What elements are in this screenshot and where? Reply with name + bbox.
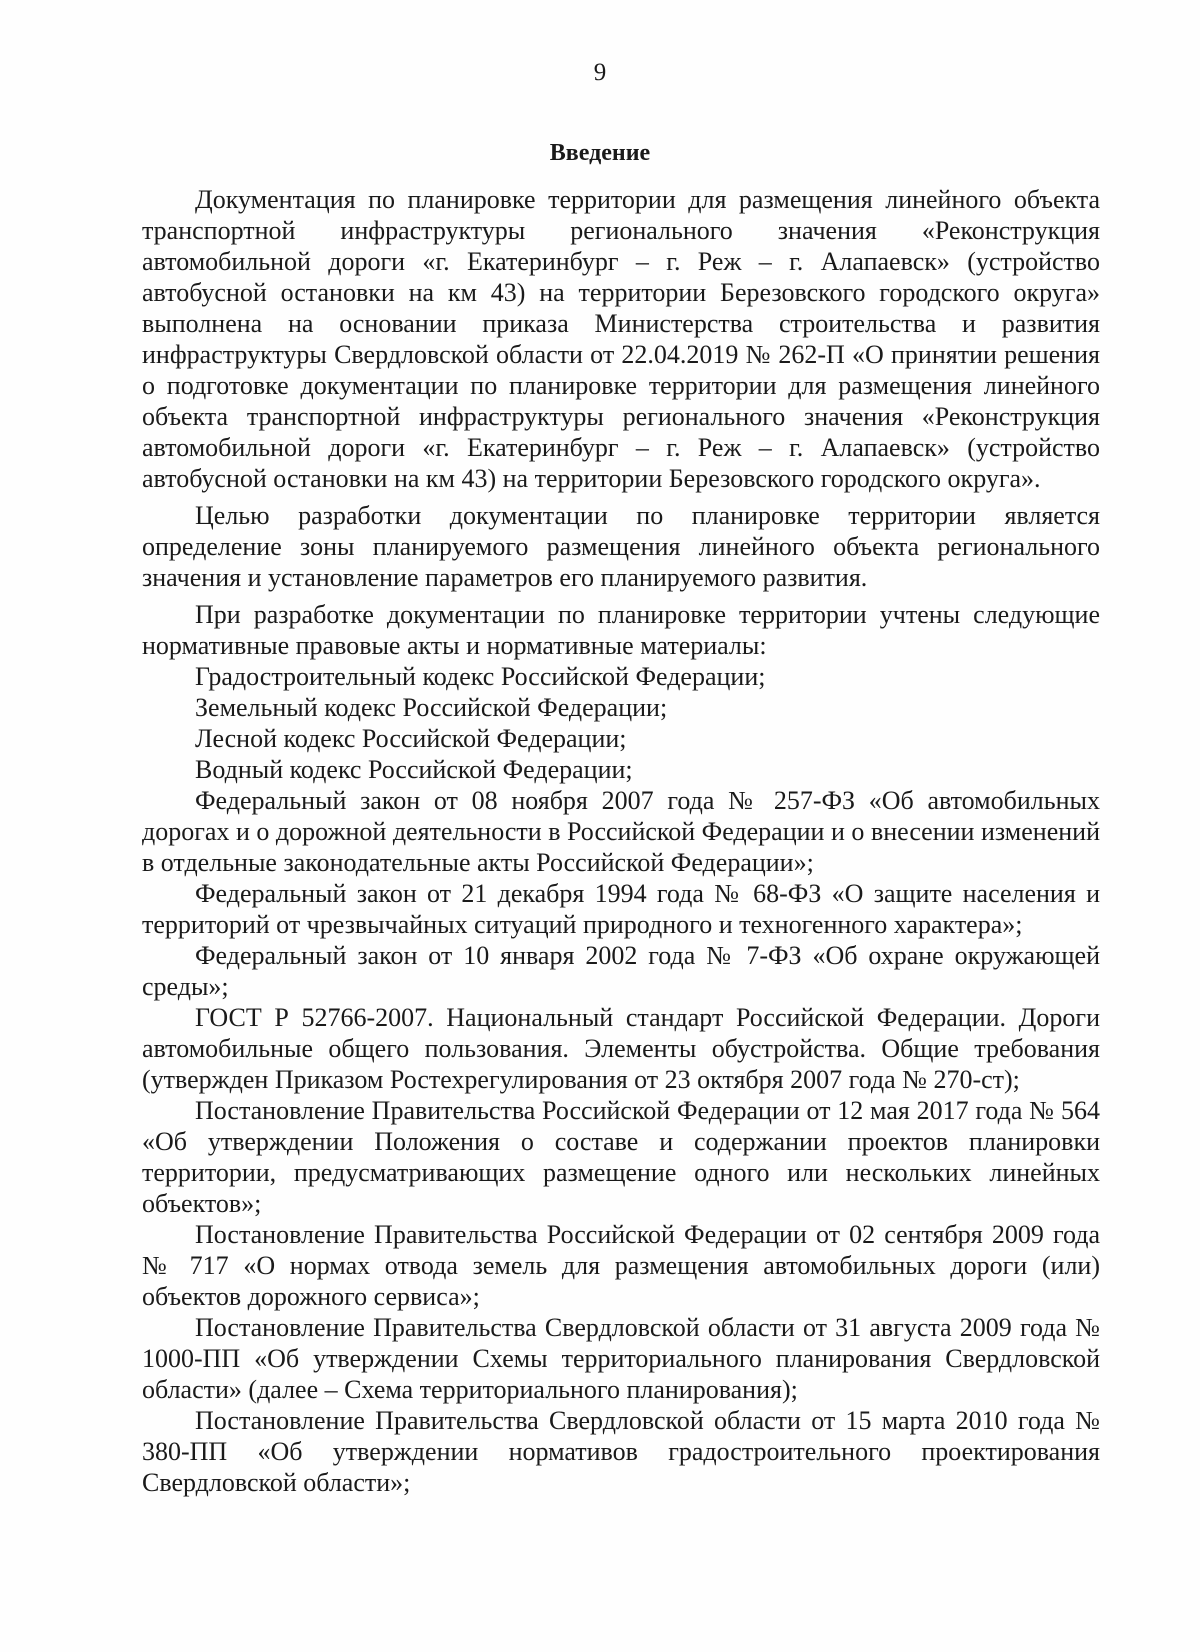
- list-item-forest-code: Лесной кодекс Российской Федерации;: [195, 724, 627, 753]
- list-item-land-code: Земельный кодекс Российской Федерации;: [195, 693, 668, 722]
- list-item-gost: ГОСТ Р 52766-2007. Национальный стандарт Российской Федерации. Дороги автомобильные общего пользования. Элементы обустройства. Общие требования (утвержден Приказом Ростехрегулирования от 23 октября 2007 года № 270-ст);: [142, 1003, 1100, 1094]
- list-item-decree-380: Постановление Правительства Свердловской области от 15 марта 2010 года № 380-ПП «Об утверждении нормативов градостроительного проектирования Свердловской области»;: [142, 1406, 1100, 1497]
- list-item-grad-code: Градостроительный кодекс Российской Федерации;: [195, 662, 766, 691]
- list-item-decree-1000: Постановление Правительства Свердловской области от 31 августа 2009 года № 1000-ПП «Об утверждении Схемы территориального планирования Свердловской области» (далее – Схема территориального планирования);: [142, 1313, 1100, 1404]
- paragraph-intro: Документация по планировке территории для размещения линейного объекта транспортной инфраструктуры регионального значения «Реконструкция автомобильной дороги «г. Екатеринбург – г. Реж – г. Алапаевск» (устройство автобусной остановки на км 43) на территории Березовского городского округа» выполнена на основании приказа Министерства строительства и развития инфраструктуры Свердловской области от 22.04.2019 № 262-П «О принятии решения о подготовке документации по планировке территории для размещения линейного объекта транспортной инфраструктуры регионального значения «Реконструкция автомобильной дороги «г. Екатеринбург – г. Реж – г. Алапаевск» (устройство автобусной остановки на км 43) на территории Березовского городского округа».: [142, 185, 1100, 493]
- list-item-decree-717: Постановление Правительства Российской Федерации от 02 сентября 2009 года № 717 «О нормах отвода земель для размещения автомобильных дороги (или) объектов дорожного сервиса»;: [142, 1220, 1100, 1311]
- list-item-law-68: Федеральный закон от 21 декабря 1994 года № 68-ФЗ «О защите населения и территорий от чрезвычайных ситуаций природного и техногенного характера»;: [142, 879, 1100, 939]
- page-number: 9: [593, 59, 607, 86]
- list-item-law-257: Федеральный закон от 08 ноября 2007 года № 257-ФЗ «Об автомобильных дорогах и о дорожной деятельности в Российской Федерации и о внесении изменений в отдельные законодательные акты Российской Федерации»;: [142, 786, 1100, 877]
- paragraph-acts-intro: При разработке документации по планировке территории учтены следующие нормативные правовые акты и нормативные материалы:: [142, 600, 1100, 660]
- paragraph-goal: Целью разработки документации по планировке территории является определение зоны планируемого размещения линейного объекта регионального значения и установление параметров его планируемого развития.: [142, 501, 1100, 592]
- list-item-water-code: Водный кодекс Российской Федерации;: [195, 755, 633, 784]
- section-title: Введение: [549, 140, 651, 166]
- list-item-law-7: Федеральный закон от 10 января 2002 года № 7-ФЗ «Об охране окружающей среды»;: [142, 941, 1100, 1001]
- document-body: [142, 184, 1100, 1498]
- list-item-decree-564: Постановление Правительства Российской Федерации от 12 мая 2017 года № 564 «Об утверждении Положения о составе и содержании проектов планировки территории, предусматривающих размещение одного или нескольких линейных объектов»;: [142, 1096, 1100, 1218]
